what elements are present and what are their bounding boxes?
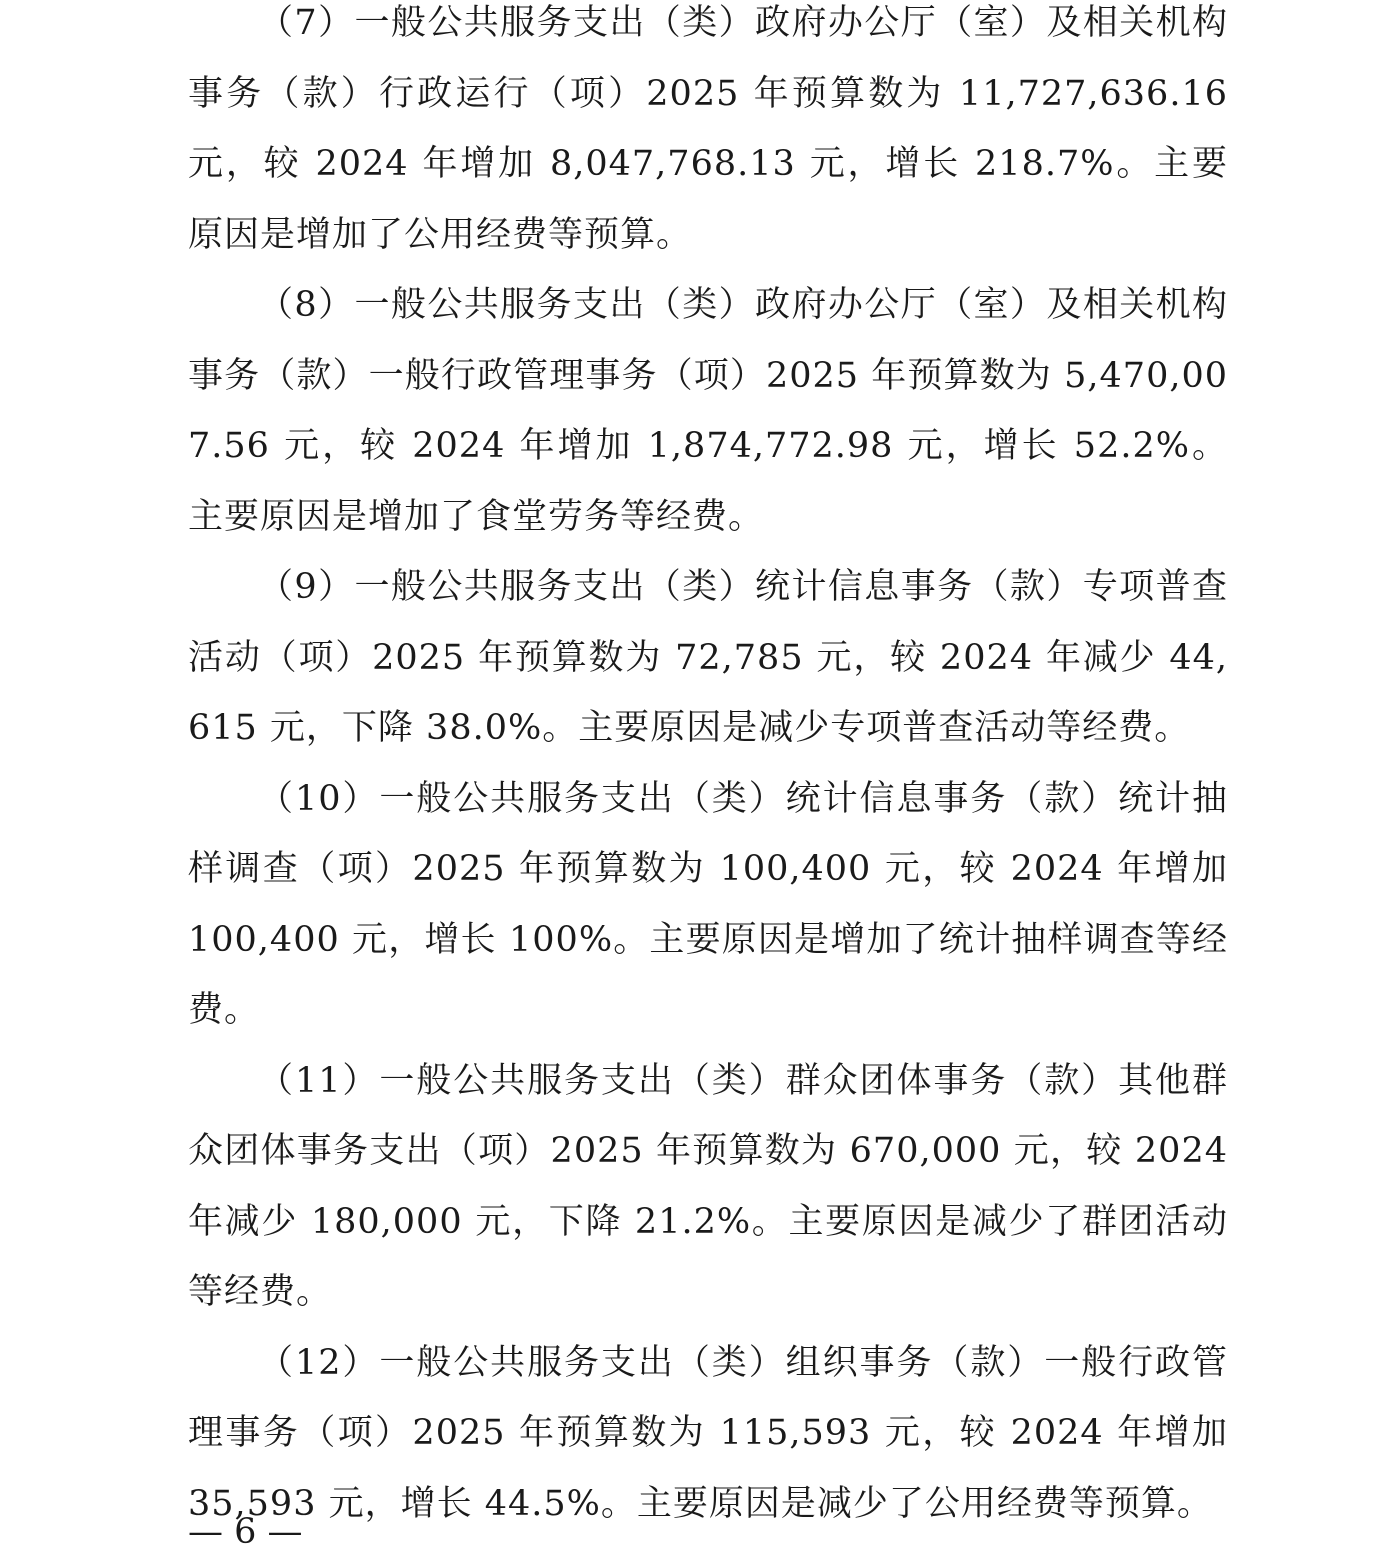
paragraph-item-11: （11）一般公共服务支出（类）群众团体事务（款）其他群众团体事务支出（项）2025 年预算数为 670,000 元，较 2024 年减少 180,000 元，下降 21.2%。主要原因是减少了群团活动等经费。: [188, 1060, 1228, 1312]
paragraph-item-8: （8）一般公共服务支出（类）政府办公厅（室）及相关机构事务（款）一般行政管理事务（项）2025 年预算数为 5,470,007.56 元，较 2024 年增加 1,874,772.98 元，增长 52.2%。主要原因是增加了食堂劳务等经费。: [188, 285, 1228, 537]
page-number: — 6 —: [188, 1512, 303, 1552]
paragraph-item-10: （10）一般公共服务支出（类）统计信息事务（款）统计抽样调查（项）2025 年预算数为 100,400 元，较 2024 年增加 100,400 元，增长 100%。主要原因是增加了统计抽样调查等经费。: [188, 778, 1228, 1030]
paragraph-item-7: （7）一般公共服务支出（类）政府办公厅（室）及相关机构事务（款）行政运行（项）2025 年预算数为 11,727,636.16 元，较 2024 年增加 8,047,768.13 元，增长 218.7%。主要原因是增加了公用经费等预算。: [188, 3, 1228, 255]
paragraph-item-9: （9）一般公共服务支出（类）统计信息事务（款）专项普查活动（项）2025 年预算数为 72,785 元，较 2024 年减少 44,615 元，下降 38.0%。主要原因是减少专项普查活动等经费。: [188, 567, 1228, 748]
paragraph-item-12: （12）一般公共服务支出（类）组织事务（款）一般行政管理事务（项）2025 年预算数为 115,593 元，较 2024 年增加 35,593 元，增长 44.5%。主要原因是减少了公用经费等预算。: [188, 1342, 1228, 1524]
document-body: [188, 0, 1228, 1539]
